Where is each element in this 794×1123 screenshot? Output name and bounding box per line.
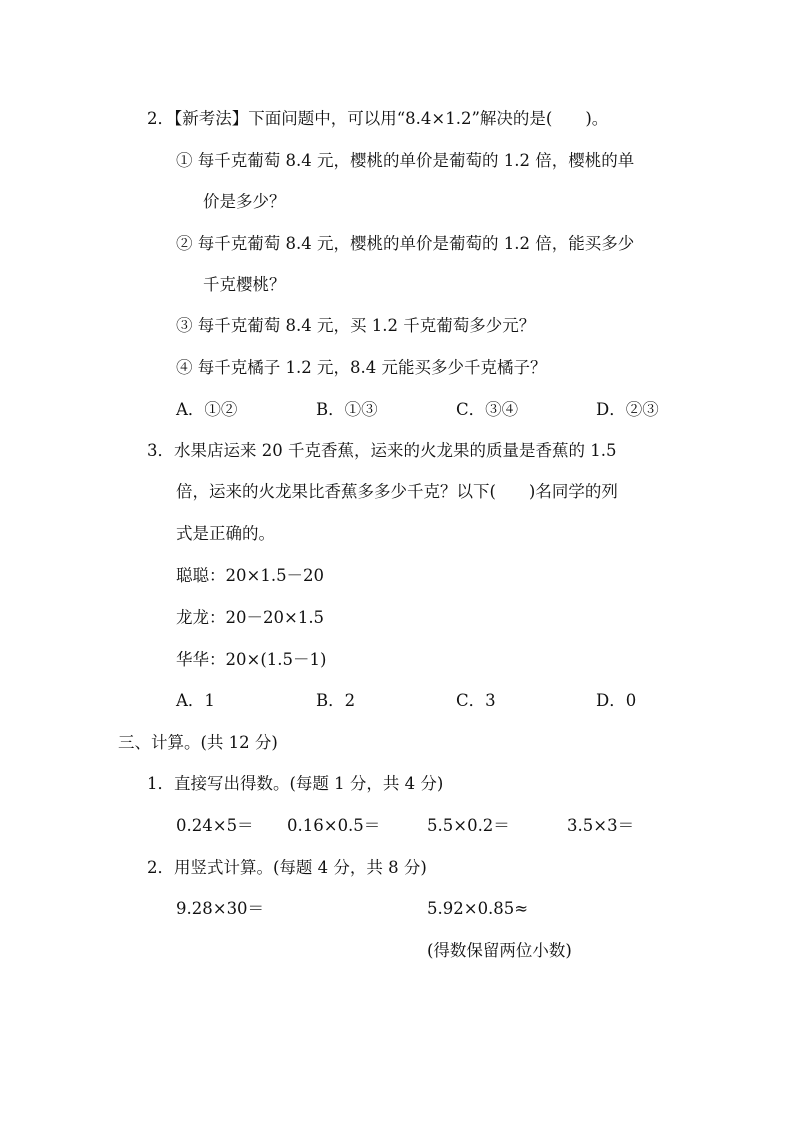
q3-option-b[interactable]: B．2 xyxy=(316,691,356,710)
q2-item3: ③ 每千克葡萄 8.4 元，买 1.2 千克葡萄多少元？ xyxy=(176,316,536,335)
q2-item1-line1: ① 每千克葡萄 8.4 元，樱桃的单价是葡萄的 1.2 倍，樱桃的单 xyxy=(176,151,635,170)
q2-item1-line2: 价是多少？ xyxy=(203,192,286,211)
q3-stem-line1: 3．水果店运来 20 千克香蕉，运来的火龙果的质量是香蕉的 1.5 xyxy=(147,441,617,460)
section3-part2-title: 2．用竖式计算。(每题 4 分，共 8 分) xyxy=(147,858,427,877)
q2-item2-line1: ② 每千克葡萄 8.4 元，樱桃的单价是葡萄的 1.2 倍，能买多少 xyxy=(176,234,635,253)
q3-student-longlong: 龙龙：20－20×1.5 xyxy=(176,608,325,627)
q2-item4: ④ 每千克橘子 1.2 元，8.4 元能买多少千克橘子？ xyxy=(176,358,547,377)
q2-option-b[interactable]: B．①③ xyxy=(316,400,378,419)
q3-option-a[interactable]: A．1 xyxy=(176,691,215,710)
q2-option-d[interactable]: D．②③ xyxy=(596,400,659,419)
vertical-calc-expr-1: 9.28×30＝ xyxy=(176,899,265,918)
q3-student-huahua: 华华：20×(1.5－1) xyxy=(176,650,327,669)
section3-part1-exprs xyxy=(0,814,794,838)
q3-student-congcong: 聪聪：20×1.5－20 xyxy=(176,566,325,585)
q3-stem-line2: 倍，运来的火龙果比香蕉多多少千克？以下( )名同学的列 xyxy=(176,482,618,501)
calc-expr-1: 0.24×5＝ xyxy=(176,816,254,835)
q2-options xyxy=(0,398,794,422)
section3-part1-title: 1．直接写出得数。(每题 1 分，共 4 分) xyxy=(147,774,444,793)
calc-expr-4: 3.5×3＝ xyxy=(567,816,635,835)
q2-option-a[interactable]: A．①② xyxy=(176,400,238,419)
q3-stem-line3: 式是正确的。 xyxy=(176,524,275,543)
q2-item2-line2: 千克樱桃？ xyxy=(203,275,286,294)
calc-expr-2: 0.16×0.5＝ xyxy=(287,816,381,835)
q3-option-c[interactable]: C．3 xyxy=(456,691,496,710)
vertical-calc-expr-2: 5.92×0.85≈ xyxy=(427,899,529,918)
calc-expr-3: 5.5×0.2＝ xyxy=(427,816,510,835)
section3-title: 三、计算。(共 12 分) xyxy=(118,733,278,752)
q2-option-c[interactable]: C．③④ xyxy=(456,400,519,419)
q3-option-d[interactable]: D．0 xyxy=(596,691,637,710)
vertical-calc-note: (得数保留两位小数) xyxy=(427,941,572,960)
section3-part2-exprs xyxy=(0,897,794,921)
q3-options xyxy=(0,689,794,713)
q2-stem: 2．【新考法】下面问题中，可以用“8.4×1.2”解决的是( )。 xyxy=(147,109,609,128)
